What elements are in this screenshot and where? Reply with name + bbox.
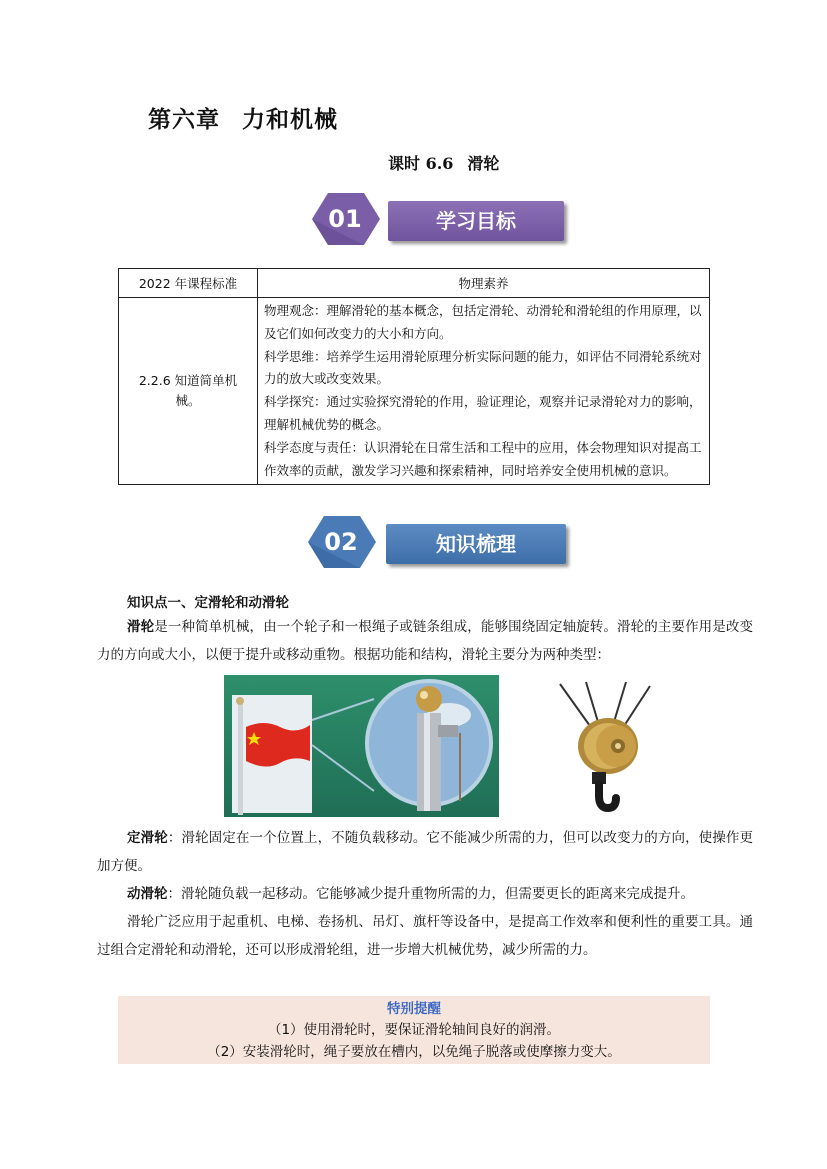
literacy-cell: [258, 298, 710, 485]
standard-cell: 2.2.6 知道简单机械。: [119, 298, 258, 485]
movable-pulley-paragraph: [97, 880, 753, 908]
literacy-thinking: 科学思维：培养学生运用滑轮原理分析实际问题的能力，如评估不同滑轮系统对力的放大或改变效果。: [264, 348, 702, 387]
reminder-title: 特别提醒: [387, 1001, 441, 1017]
fixed-pulley-text: ：滑轮固定在一个位置上，不随负载移动。它不能减少所需的力，但可以改变力的方向，使操作更加方便。: [97, 830, 754, 874]
intro-text: 是一种简单机械，由一个轮子和一根绳子或链条组成，能够围绕固定轴旋转。滑轮的主要作用是改变力的方向或大小，以便于提升或移动重物。根据功能和结构，滑轮主要分为两种类型：: [97, 619, 754, 663]
application-paragraph: 滑轮广泛应用于起重机、电梯、卷扬机、吊灯、旗杆等设备中，是提高工作效率和便利性的重要工具。通过组合定滑轮和动滑轮，还可以形成滑轮组，进一步增大机械优势，减少所需的力。: [97, 914, 753, 958]
term-fixed-pulley: 定滑轮: [127, 830, 168, 846]
literacy-concept: 物理观念：理解滑轮的基本概念，包括定滑轮、动滑轮和滑轮组的作用原理，以及它们如何改变力的大小和方向。: [264, 303, 702, 341]
lesson-number: 课时 6.6: [388, 154, 454, 173]
reminder-item: （2）安装滑轮时，绳子要放在槽内，以免绳子脱落或使摩擦力变大。: [207, 1044, 621, 1060]
chapter-title: 力和机械: [242, 106, 338, 133]
chapter-number: 第六章: [148, 106, 220, 133]
knowledge-point-title: 知识点一、定滑轮和动滑轮: [127, 595, 289, 611]
special-reminder-box: [118, 996, 710, 1064]
section-banner-knowledge: [306, 514, 568, 570]
movable-pulley-text: ：滑轮随负载一起移动。它能够减少提升重物所需的力，但需要更长的距离来完成提升。: [167, 886, 694, 902]
table-row: [119, 298, 710, 485]
table-header-row: [119, 269, 710, 298]
literacy-inquiry: 科学探究：通过实验探究滑轮的作用，验证理论，观察并记录滑轮对力的影响，理解机械优势的概念。: [264, 394, 702, 432]
chapter-heading: [148, 101, 338, 134]
term-movable-pulley: 动滑轮: [127, 886, 168, 902]
reminder-item: （1）使用滑轮时，要保证滑轮轴间良好的润滑。: [267, 1022, 561, 1038]
movable-pulley-hook-image: [548, 680, 658, 814]
standards-table: [118, 268, 710, 485]
table-header-standard: 2022 年课程标准: [119, 269, 258, 298]
lesson-heading: [388, 151, 499, 174]
table-header-literacy: 物理素养: [258, 269, 710, 298]
fixed-pulley-paragraph: [97, 824, 753, 880]
section-title: 学习目标: [388, 201, 564, 241]
lesson-title: 滑轮: [467, 154, 500, 173]
flagpole-fixed-pulley-image: [224, 675, 499, 817]
term-pulley: 滑轮: [127, 619, 155, 635]
section-title: 知识梳理: [386, 524, 566, 564]
section-number: 01: [328, 205, 362, 233]
intro-paragraph: [97, 613, 753, 669]
literacy-attitude: 科学态度与责任：认识滑轮在日常生活和工程中的应用，体会物理知识对提高工作效率的贡献，激发学习兴趣和探索精神，同时培养安全使用机械的意识。: [264, 439, 702, 478]
section-number: 02: [324, 528, 358, 556]
section-banner-objectives: [310, 191, 566, 247]
